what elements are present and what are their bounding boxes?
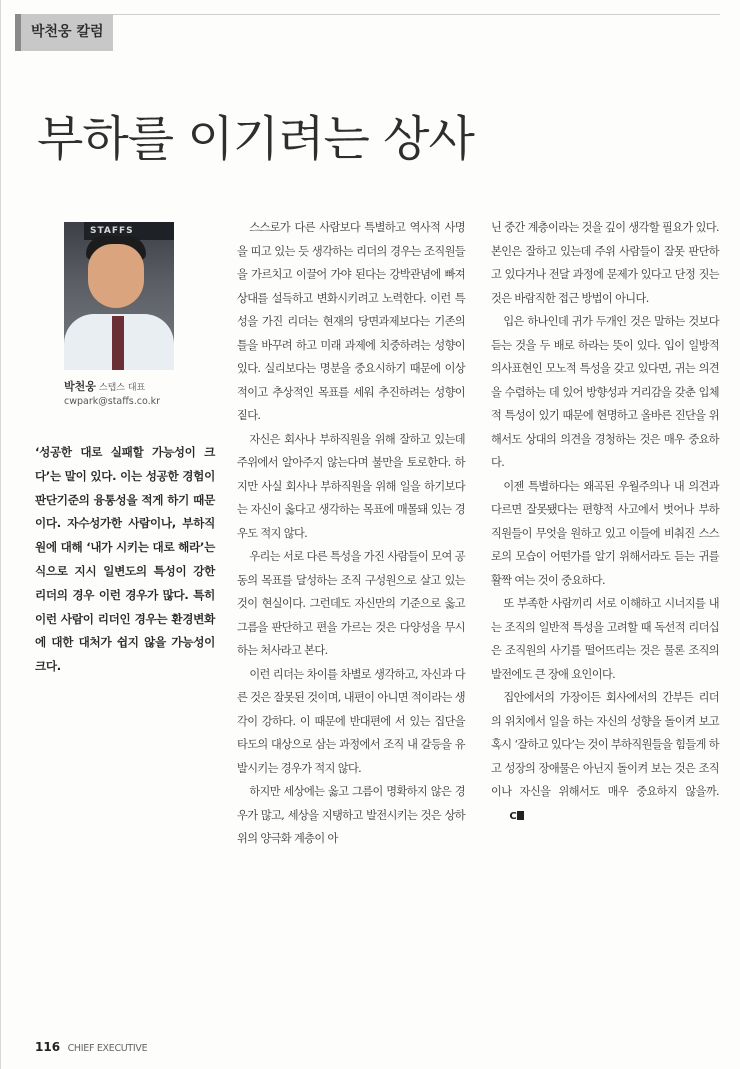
paragraph-continuation: 닌 중간 계층이라는 것을 깊이 생각할 필요가 있다. 본인은 잘하고 있는데 주위 사람들이 잘못 판단하고 있다거나 전달 과정에 문제가 있다고 단정 짓는 것은 바람직한 접근 방법이 아니다. bbox=[491, 221, 719, 305]
author-email: cwpark@staffs.co.kr bbox=[64, 396, 161, 407]
top-rule bbox=[113, 14, 720, 15]
headline: 부하를 이기려는 상사 bbox=[37, 111, 474, 167]
author-name: 박천웅 bbox=[64, 380, 96, 393]
paragraph: 자신은 회사나 부하직원을 위해 잘하고 있는데 주위에서 알아주지 않는다며 불만을 토로한다. 하지만 사실 회사나 부하직원을 위해 일을 하기보다는 자신이 옳다고 생각하는 목표에 매몰돼 있는 경우도 적지 않다. bbox=[237, 432, 465, 540]
photo-sign: STAFFS bbox=[84, 222, 174, 240]
author-role: 스탭스 대표 bbox=[98, 383, 146, 393]
page-number: 116 bbox=[35, 1040, 61, 1054]
pull-quote: ‘성공한 대로 실패할 가능성이 크다’는 말이 있다. 이는 성공한 경험이 판단기준의 융통성을 적게 하기 때문이다. 자수성가한 사람이나, 부하직원에 대해 ‘내가 시키는 대로 해라’는 식으로 지시 일변도의 특성이 강한 리더의 경우 이런 경우가 많다. 특히 이런 사람이 리더인 경우는 환경변화에 대한 대처가 쉽지 않을 가능성이 크다. bbox=[35, 445, 215, 674]
paragraph: 우리는 서로 다른 특성을 가진 사람들이 모여 공동의 목표를 달성하는 조직 구성원으로 살고 있는 것이 현실이다. 그런데도 자신만의 기준으로 옳고 그름을 판단하고 편을 가르는 것은 다양성을 무시하는 처사라고 본다. bbox=[237, 550, 465, 657]
body-column-right bbox=[491, 216, 719, 828]
page-footer bbox=[35, 1040, 147, 1054]
magazine-name: CHIEF EXECUTIVE bbox=[67, 1043, 148, 1054]
paragraph: 하지만 세상에는 옳고 그름이 명확하지 않은 경우가 많고, 세상을 지탱하고 발전시키는 것은 상하위의 양극화 계층이 아 bbox=[237, 785, 465, 845]
end-mark-letter: C bbox=[509, 810, 517, 822]
paragraph: 이젠 특별하다는 왜곡된 우월주의나 내 의견과 다르면 잘못됐다는 편향적 사고에서 벗어나 부하직원들이 무엇을 원하고 있고 이들에 비춰진 스스로의 모습이 어떤가를 알기 위해서라도 듣는 귀를 활짝 여는 것이 중요하다. bbox=[491, 479, 719, 587]
paragraph: 입은 하나인데 귀가 두개인 것은 말하는 것보다 듣는 것을 두 배로 하라는 뜻이 있다. 입이 일방적 의사표현인 모노적 특성을 갖고 있다면, 귀는 의견을 수렴하는 데 있어 방향성과 거리감을 갖춘 입체적 특성이 있기 때문에 현명하고 올바른 진단을 위해서도 상대의 의견을 경청하는 것은 매우 중요하다. bbox=[491, 315, 719, 469]
paragraph-last bbox=[491, 686, 719, 828]
photo-face bbox=[88, 244, 144, 308]
paragraph-text: 집안에서의 가장이든 회사에서의 간부든 리더의 위치에서 일을 하는 자신의 성향을 돌이켜 보고 혹시 ‘잘하고 있다’는 것이 부하직원들을 힘들게 하고 성장의 장애물은 아닌지 돌이켜 보는 것은 조직이나 자신을 위해서도 매우 중요하지 않을까. bbox=[491, 691, 719, 798]
paragraph: 스스로가 다른 사람보다 특별하고 역사적 사명을 띠고 있는 듯 생각하는 리더의 경우는 조직원들을 가르치고 이끌어 가야 된다는 강박관념에 빠져 상대를 설득하고 변화시키려고 노력한다. 이런 특성을 가진 리더는 현재의 당면과제보다는 기존의 틀을 바꾸려 하고 미래 과제에 치중하려는 성향이 있다. 실리보다는 명분을 중요시하기 때문에 이상적이고 추상적인 목표를 세워 추진하려는 성향이 짙다. bbox=[237, 221, 465, 422]
end-mark-icon bbox=[497, 805, 524, 829]
paragraph: 이런 리더는 차이를 차별로 생각하고, 자신과 다른 것은 잘못된 것이며, 내편이 아니면 적이라는 생각이 강하다. 이 때문에 반대편에 서 있는 집단을 타도의 대상으로 삼는 과정에서 조직 내 갈등을 유발시키는 경우가 적지 않다. bbox=[237, 667, 465, 775]
author-photo bbox=[64, 222, 174, 370]
photo-tie bbox=[112, 316, 124, 370]
paragraph: 또 부족한 사람끼리 서로 이해하고 시너지를 내는 조직의 일반적 특성을 고려할 때 독선적 리더십은 조직원의 사기를 떨어뜨리는 것은 물론 조직의 발전에도 큰 장애 요인이다. bbox=[491, 597, 719, 681]
body-column-left bbox=[237, 216, 465, 851]
column-tag: 박천웅 칼럼 bbox=[15, 14, 113, 51]
author-info bbox=[64, 378, 214, 407]
